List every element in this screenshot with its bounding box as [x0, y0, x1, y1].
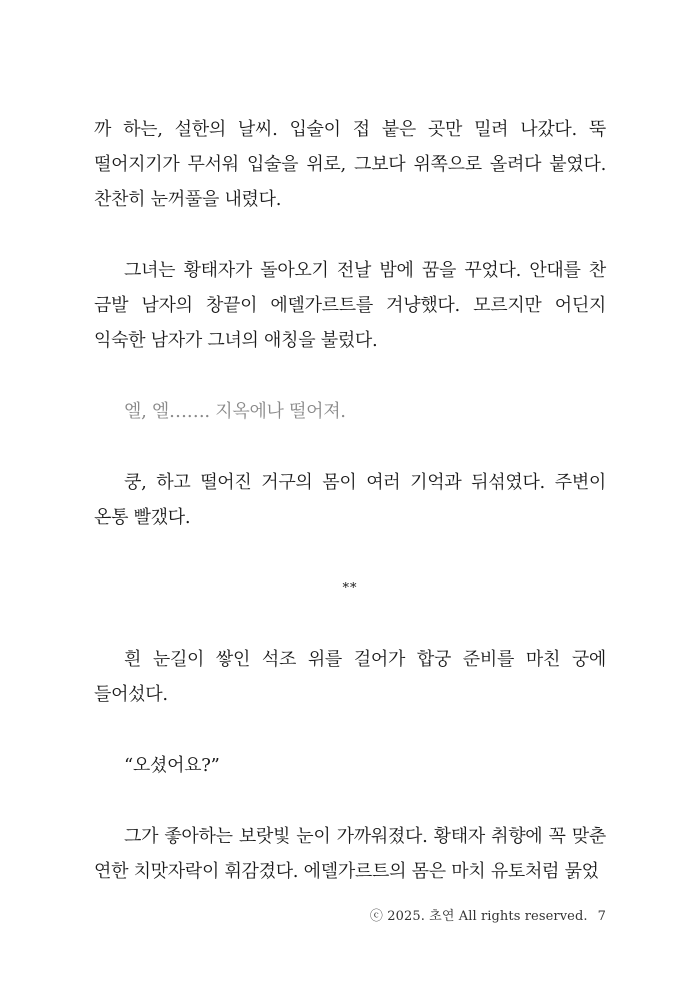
dialogue-line: “오셨어요?” [124, 755, 220, 776]
page-number: 7 [597, 909, 606, 924]
paragraph-1: 까 하는, 설한의 날씨. 입술이 접 붙은 곳만 밀려 나갔다. 뚝 떨어지기가 무서워 입술을 위로, 그보다 위쪽으로 올려다 붙였다. 찬찬히 눈꺼풀을 내렸다. [94, 119, 606, 210]
paragraph-5: 그가 좋아하는 보랏빛 눈이 가까워졌다. 황태자 취향에 꼭 맞춘 연한 치맛자락이 휘감겼다. 에델가르트의 몸은 마치 유토처럼 묽었 [94, 826, 606, 882]
scene-divider: ** [342, 581, 358, 596]
paragraph-3: 쿵, 하고 떨어진 거구의 몸이 여러 기억과 뒤섞였다. 주변이 온통 빨갰다. [94, 472, 606, 528]
paragraph-4: 흰 눈길이 쌓인 석조 위를 걸어가 합궁 준비를 마친 궁에 들어섰다. [94, 649, 606, 705]
paragraph-dream-quote: 엘, 엘……. 지옥에나 떨어져. [124, 401, 346, 422]
paragraph-2: 그녀는 황태자가 돌아오기 전날 밤에 꿈을 꾸었다. 안대를 찬 금발 남자의 창끝이 에델가르트를 겨냥했다. 모르지만 어딘지 익숙한 남자가 그녀의 애칭을 불렀다. [94, 260, 606, 351]
copyright-text: ⓒ 2025. 초연 All rights reserved. [369, 909, 588, 924]
page-footer [370, 905, 606, 924]
document-body [94, 112, 606, 889]
